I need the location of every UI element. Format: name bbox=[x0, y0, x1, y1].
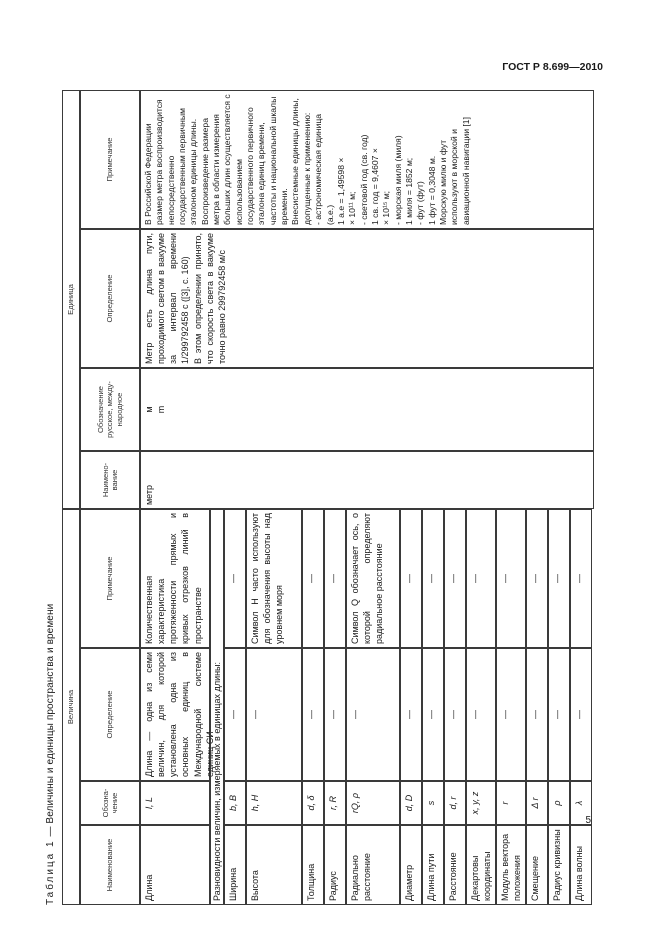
derived-row-definition: — bbox=[224, 648, 246, 781]
derived-row-symbol: rQ, ρ bbox=[346, 781, 400, 825]
derived-row-definition: — bbox=[346, 648, 400, 781]
derived-row-name: Радиально расстояние bbox=[346, 825, 400, 905]
unit-name: метр bbox=[140, 451, 594, 509]
derived-row-name: Модуль вектора положения bbox=[496, 825, 526, 905]
derived-row-definition: — bbox=[302, 648, 324, 781]
derived-row-note: — bbox=[496, 509, 526, 648]
derived-row-name: Диаметр bbox=[400, 825, 422, 905]
derived-row-name: Длина пути bbox=[422, 825, 444, 905]
derived-row-note: — bbox=[400, 509, 422, 648]
derived-row-symbol: Δ r bbox=[526, 781, 548, 825]
derived-row-symbol: ρ bbox=[548, 781, 570, 825]
derived-row-definition: — bbox=[496, 648, 526, 781]
derived-heading: Разновидности величин, измеряемых в единицах длины: bbox=[210, 509, 224, 905]
standard-code: ГОСТ Р 8.699—2010 bbox=[502, 61, 603, 73]
derived-row-symbol: r bbox=[496, 781, 526, 825]
length-definition: Длина — одна из семи величин, для которой установлена одна из основных единиц в Международной системе единиц СИ bbox=[140, 648, 210, 781]
derived-row-symbol: h, H bbox=[246, 781, 302, 825]
derived-row-definition: — bbox=[422, 648, 444, 781]
header-u-symbol: Обозначение русское, между- народное bbox=[80, 368, 140, 451]
derived-row-symbol: x, y, z bbox=[466, 781, 496, 825]
derived-row-name: Радиус кривизны bbox=[548, 825, 570, 905]
caption-prefix: Таблица 1 bbox=[45, 839, 56, 905]
derived-row-definition: — bbox=[526, 648, 548, 781]
derived-row-note: — bbox=[466, 509, 496, 648]
derived-row-name: Расстояние bbox=[444, 825, 466, 905]
derived-row-note: — bbox=[324, 509, 346, 648]
derived-row-symbol: d, r bbox=[444, 781, 466, 825]
derived-row-note: — bbox=[224, 509, 246, 648]
length-name: Длина bbox=[140, 825, 210, 905]
header-quantity-group: Величина bbox=[62, 509, 80, 905]
derived-row-symbol: s bbox=[422, 781, 444, 825]
table-caption bbox=[45, 604, 56, 905]
derived-row-definition: — bbox=[466, 648, 496, 781]
derived-row-note: — bbox=[302, 509, 324, 648]
derived-row-name: Смещение bbox=[526, 825, 548, 905]
header-q-symbol: Обозна- чение bbox=[80, 781, 140, 825]
derived-row-name: Длина волны bbox=[570, 825, 592, 905]
derived-row-name: Радиус bbox=[324, 825, 346, 905]
derived-row-name: Толщина bbox=[302, 825, 324, 905]
caption-text: — Величины и единицы пространства и времени bbox=[45, 603, 56, 840]
derived-row-symbol: d, δ bbox=[302, 781, 324, 825]
derived-row-symbol: r, R bbox=[324, 781, 346, 825]
derived-row-symbol: b, B bbox=[224, 781, 246, 825]
header-u-name: Наимено- вание bbox=[80, 451, 140, 509]
length-symbol: l, L bbox=[140, 781, 210, 825]
derived-row-note: — bbox=[422, 509, 444, 648]
header-q-note: Примечание bbox=[80, 509, 140, 648]
derived-row-definition: — bbox=[324, 648, 346, 781]
header-unit-group: Единица bbox=[62, 90, 80, 509]
derived-row-symbol: d, D bbox=[400, 781, 422, 825]
derived-row-note: — bbox=[444, 509, 466, 648]
rotated-table-block bbox=[45, 90, 600, 905]
derived-row-name: Декартовы координаты bbox=[466, 825, 496, 905]
derived-row-name: Высота bbox=[246, 825, 302, 905]
header-u-definition: Определение bbox=[80, 229, 140, 368]
derived-row-definition: — bbox=[548, 648, 570, 781]
derived-row-note: Символ H часто используют для обозначения высоты над уровнем моря bbox=[246, 509, 302, 648]
derived-row-definition: — bbox=[444, 648, 466, 781]
unit-definition: Метр есть длина пути, проходимого светом в вакууме за интервал времени 1/299792458 с ([3], с. 160) В этом определении принято, что скорость света в вакууме точно равно 299792458 м/с bbox=[140, 229, 594, 368]
unit-note: В Российской Федерации размер метра воспроизводится непосредственно государственным первичным эталоном единицы длины. Воспроизведение размера метра в области измерения больших длин осуществляется с использованием государственного первичного эталона единиц времени, частоты и национальной шкалы времени. Внесистемные единицы длины, допущенные к применению: - астрономическая единица (а.е.) 1 а.е = 1,49598 × × 10¹¹ м; - световой год (св. год) 1 св. год = 9,4607 × × 10¹⁵ м; - морская миля (миля) 1 миля = 1852 м; - фут (фут) 1 фут = 0,3048 м. Морскую милю и фут используют в морской и авиационной навигации [1] bbox=[140, 90, 594, 229]
length-note: Количественная характеристика протяженности прямых и кривых отрезков линий в пространстве bbox=[140, 509, 210, 648]
derived-row-definition: — bbox=[246, 648, 302, 781]
derived-row-definition: — bbox=[400, 648, 422, 781]
derived-row-note: — bbox=[526, 509, 548, 648]
derived-row-note: — bbox=[570, 509, 592, 648]
derived-row-note: — bbox=[548, 509, 570, 648]
header-q-name: Наименование bbox=[80, 825, 140, 905]
derived-row-note: Символ Q обозначает ось, о которой определяют радиальное расстояние bbox=[346, 509, 400, 648]
derived-row-symbol: λ bbox=[570, 781, 592, 825]
derived-row-definition: — bbox=[570, 648, 592, 781]
derived-row-name: Ширина bbox=[224, 825, 246, 905]
header-u-note: Примечание bbox=[80, 90, 140, 229]
page-number: 5 bbox=[585, 815, 591, 826]
header-q-definition: Определение bbox=[80, 648, 140, 781]
unit-symbol: м m bbox=[140, 368, 594, 451]
